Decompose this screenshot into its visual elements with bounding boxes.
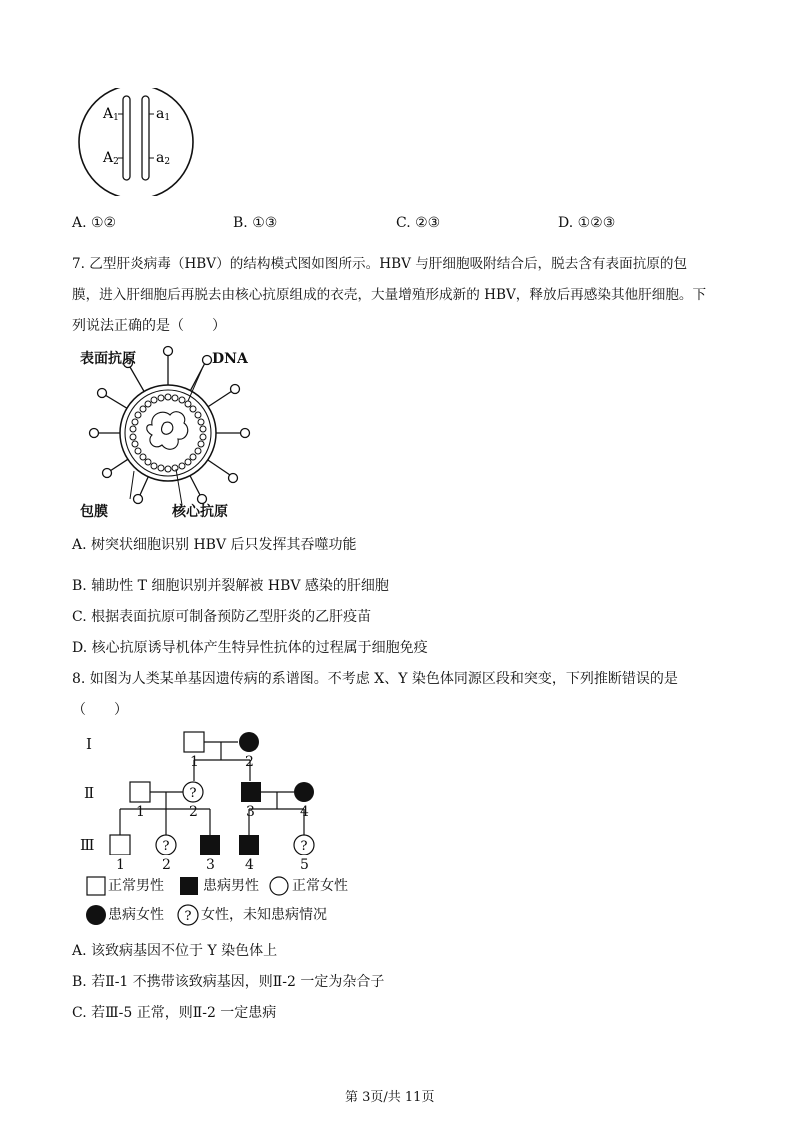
gene-label-A2: A2 (103, 150, 119, 167)
homologous-chromosome-figure (76, 88, 196, 196)
pedigree-II2-question: ? (189, 786, 197, 801)
q6-option-c[interactable]: C. ②③ (396, 215, 441, 231)
pedigree-num-II3: 3 (246, 804, 255, 820)
pedigree-num-I1: 1 (190, 754, 199, 770)
chromosome-left (123, 96, 130, 180)
q8-stem-line1: 8. 如图为人类某单基因遗传病的系谱图。不考虑 X、Y 染色体同源区段和突变，下列推断错误的是 (72, 671, 678, 687)
legend-unknown-female-symbol (177, 904, 199, 926)
hbv-label-surface-antigen: 表面抗原 (80, 351, 136, 367)
legend-normal-male-symbol (86, 876, 106, 896)
gene-label-A1: A1 (103, 106, 119, 123)
q8-stem-line2: （ ） (72, 702, 128, 718)
pedigree-I1-normal-male (184, 732, 204, 752)
legend-normal-male-label: 正常男性 (108, 878, 164, 894)
pedigree-num-III1: 1 (116, 857, 125, 873)
q7-stem-line1: 7. 乙型肝炎病毒（HBV）的结构模式图如图所示。HBV 与肝细胞吸附结合后，脱去含有表面抗原的包 (72, 256, 688, 272)
q8-option-c[interactable]: C. 若Ⅲ-5 正常，则Ⅱ-2 一定患病 (72, 1005, 277, 1021)
pedigree-II4-affected-female (294, 782, 314, 802)
gene-label-a2: a2 (156, 150, 171, 167)
pedigree-num-III5: 5 (300, 857, 309, 873)
q7-stem-line3: 列说法正确的是（ ） (72, 318, 226, 334)
pedigree-num-II2: 2 (189, 804, 198, 820)
pedigree-num-III2: 2 (162, 857, 171, 873)
q6-option-d[interactable]: D. ①②③ (558, 215, 616, 231)
pedigree-II1-normal-male (130, 782, 150, 802)
pedigree-III1-normal-male (110, 835, 130, 855)
legend-unknown-female-label: 女性，未知患病情况 (201, 907, 327, 923)
legend-affected-male-symbol (179, 876, 199, 896)
pedigree-num-I2: 2 (245, 754, 254, 770)
pedigree-gen-II: Ⅱ (84, 784, 95, 802)
gene-label-a1: a1 (156, 106, 171, 123)
q6-option-a[interactable]: A. ①② (72, 215, 117, 231)
pedigree-I2-affected-female (239, 732, 259, 752)
q8-option-a[interactable]: A. 该致病基因不位于 Y 染色体上 (72, 943, 278, 959)
pedigree-num-III3: 3 (206, 857, 215, 873)
q7-option-c[interactable]: C. 根据表面抗原可制备预防乙型肝炎的乙肝疫苗 (72, 609, 372, 625)
hbv-label-dna: DNA (212, 351, 248, 367)
q7-option-d[interactable]: D. 核心抗原诱导机体产生特异性抗体的过程属于细胞免疫 (72, 640, 428, 656)
hbv-label-core-antigen: 核心抗原 (172, 504, 228, 520)
q7-option-b[interactable]: B. 辅助性 T 细胞识别并裂解被 HBV 感染的肝细胞 (72, 578, 389, 594)
hbv-label-envelope: 包膜 (80, 504, 108, 520)
hbv-structure-figure (72, 345, 252, 525)
pedigree-III3-affected-male (200, 835, 220, 855)
legend-normal-female-symbol (269, 876, 289, 896)
legend-normal-female-label: 正常女性 (292, 878, 348, 894)
pedigree-num-II4: 4 (300, 804, 309, 820)
chromosome-right (142, 96, 149, 180)
legend-affected-female-symbol (85, 904, 107, 926)
q7-option-a[interactable]: A. 树突状细胞识别 HBV 后只发挥其吞噬功能 (72, 537, 357, 553)
pedigree-gen-III: Ⅲ (80, 836, 95, 854)
q6-option-b[interactable]: B. ①③ (233, 215, 278, 231)
pedigree-num-II1: 1 (136, 804, 145, 820)
pedigree-III5-question: ? (300, 839, 308, 854)
pedigree-II3-affected-male (241, 782, 261, 802)
pedigree-num-III4: 4 (245, 857, 254, 873)
page-footer: 第 3页/共 11页 (345, 1090, 435, 1105)
q8-option-b[interactable]: B. 若Ⅱ-1 不携带该致病基因，则Ⅱ-2 一定为杂合子 (72, 974, 385, 990)
q7-stem-line2: 膜，进入肝细胞后再脱去由核心抗原组成的衣壳，大量增殖形成新的 HBV，释放后再感染其他肝细胞。下 (72, 287, 707, 303)
pedigree-III2-question: ? (162, 839, 170, 854)
legend-affected-female-label: 患病女性 (108, 907, 164, 923)
svg-text:?: ? (184, 909, 192, 924)
pedigree-gen-I: Ⅰ (86, 735, 92, 753)
pedigree-III4-affected-male (239, 835, 259, 855)
pedigree-chart (72, 725, 392, 855)
legend-affected-male-label: 患病男性 (203, 878, 259, 894)
cell-outline (79, 88, 193, 196)
